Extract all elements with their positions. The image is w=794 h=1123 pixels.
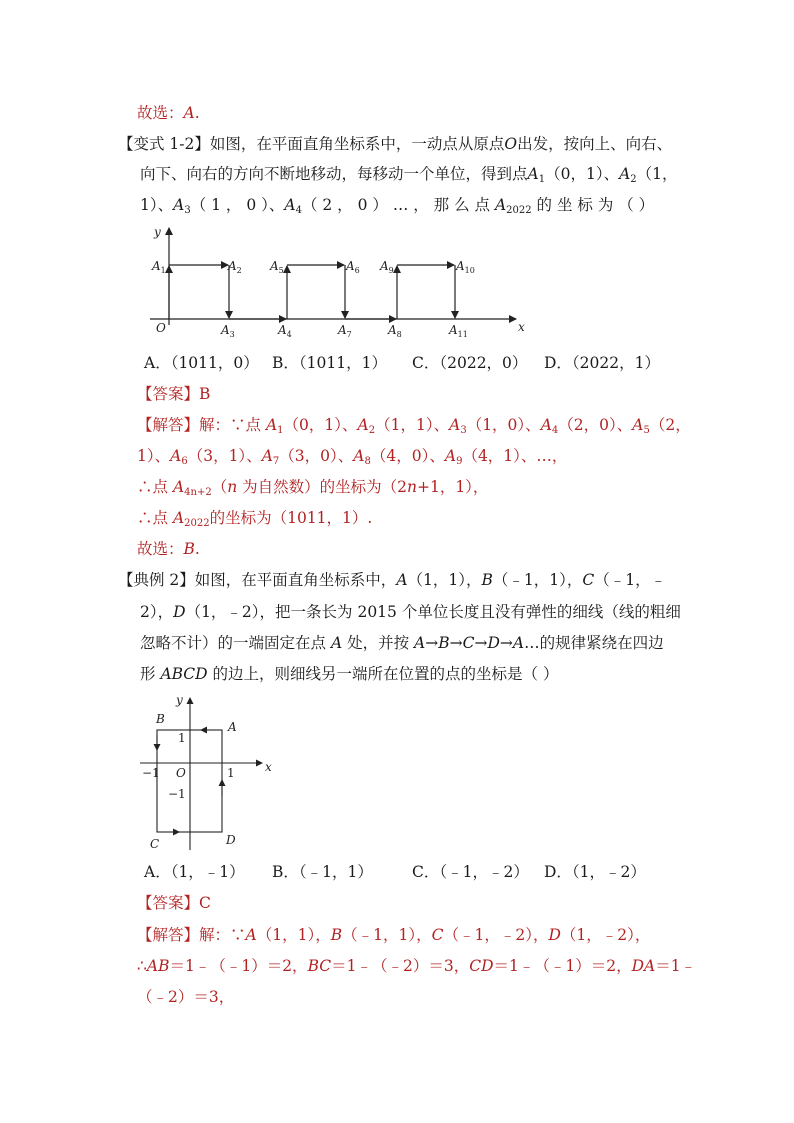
solution-tag: 【解答】 [137, 416, 200, 434]
option-b: B．（1011，1） [272, 354, 387, 372]
pt-sub: 8 [364, 456, 371, 467]
rectangle-diagram [138, 690, 288, 855]
final-suffix: . [194, 540, 200, 558]
solution2-line-2 [137, 956, 696, 976]
final-choice-1 [137, 539, 200, 559]
arrow-glyph: → [474, 634, 488, 652]
pt: A [172, 509, 185, 527]
top-conclusion-prefix: 故选： [137, 104, 184, 122]
label-A11: $A_{11}$ [449, 323, 468, 339]
pt-v: （2， [649, 416, 691, 434]
letter-c: C [462, 634, 475, 652]
example-text: …的规律紧绕在四边 [524, 634, 664, 652]
option-d: D．（1，﹣2） [544, 863, 646, 881]
letter-b: B [481, 571, 493, 589]
label-a: A [228, 720, 237, 734]
pt: A [353, 447, 365, 465]
arrow-glyph: → [449, 634, 463, 652]
example-text: 形 [140, 665, 161, 683]
pt: A [632, 416, 644, 434]
option-a: A．（1，﹣1） [144, 863, 245, 881]
solution-text: ∴点 [137, 509, 173, 527]
example-text: 的边上，则细线另一端所在位置的点的坐标是（ ） [207, 665, 559, 683]
point-label: A [284, 196, 296, 214]
pt-v: （4，1） [462, 447, 521, 465]
pt: A [449, 416, 461, 434]
solution2-line-3 [137, 987, 234, 1007]
var-n: n [406, 478, 417, 496]
pt-v: （1，﹣2）， [560, 926, 651, 944]
pt-v: （1，0） [466, 416, 526, 434]
label-A8: $A_8$ [388, 323, 402, 339]
variant-question-line-3 [140, 195, 654, 215]
point-coord: （0，1）、 [545, 165, 620, 183]
label-A4: $A_4$ [278, 323, 292, 339]
pt: A [172, 478, 185, 496]
point-coord: （1， [636, 165, 678, 183]
x-axis-label: x [518, 320, 525, 334]
pt-v: （0，1） [283, 416, 343, 434]
pt-sub: 3 [460, 425, 467, 436]
point-sub: 2022 [506, 205, 532, 216]
solution-text: ＝1﹣（﹣1）＝2， [493, 957, 632, 975]
solution-text: 的坐标为（1011，1）. [209, 509, 373, 527]
pt-v: （4，0） [370, 447, 430, 465]
answer-tag: 【答案】 [137, 385, 200, 403]
label-A7: $A_7$ [338, 323, 352, 339]
x-axis-label: x [265, 760, 272, 774]
tick-x-1: 1 [227, 766, 235, 780]
label-A5: $A_5$ [270, 259, 284, 275]
letter-b: B [438, 634, 450, 652]
label-A1: $A_1$ [152, 259, 166, 275]
answer-value: B [199, 385, 211, 403]
letter-a: A [330, 634, 343, 652]
origin-label: O [176, 766, 186, 780]
top-conclusion [137, 103, 200, 123]
example-text: 如图，在平面直角坐标系中， [194, 571, 397, 589]
solution-text: +1，1）， [416, 478, 489, 496]
variant-text: 的 坐 标 为 （ ） [531, 196, 655, 214]
example-text: 处，并按 [342, 634, 414, 652]
solution-text: ∴ [137, 957, 147, 975]
example-tag: 【典例 2】 [118, 571, 195, 589]
variant-question-line-2 [140, 164, 678, 184]
label-c: C [150, 837, 160, 851]
solution-text: （﹣2）＝3， [137, 988, 235, 1006]
pt: A [245, 926, 257, 944]
option-b: B．（﹣1，1） [272, 863, 373, 881]
variant-text: 如图，在平面直角坐标系中，一动点从原点 [209, 135, 505, 153]
option-d: D．（2022，1） [544, 354, 660, 372]
label-A10: $A_{10}$ [456, 259, 475, 275]
label-A3: $A_3$ [221, 323, 235, 339]
tick-y-1: 1 [178, 731, 186, 745]
pt: B [330, 926, 343, 944]
solution2-line-1 [137, 925, 650, 945]
variant-text: 出发，按向上、向右、 [517, 135, 673, 153]
option-c: C．（﹣1，﹣2） [412, 863, 529, 881]
point-coord: （ 2 ， 0 ） … ， 那 么 点 [301, 196, 495, 214]
option-c: C．（2022，0） [412, 354, 528, 372]
variant-tag: 【变式 1-2】 [118, 135, 210, 153]
pt: C [431, 926, 444, 944]
pt: A [261, 447, 273, 465]
point-label: A [619, 165, 631, 183]
pt: D [548, 926, 561, 944]
pt-v: （﹣1，﹣2）， [443, 926, 549, 944]
point-label: A [527, 165, 539, 183]
example-text: （1，﹣2），把一条长为 2015 个单位长度且没有弹性的细线（线的粗细 [185, 603, 681, 621]
answer-line-2 [137, 893, 211, 913]
pt-sub: 9 [456, 456, 463, 467]
point-label: A [173, 196, 185, 214]
example2-line-2 [140, 602, 681, 622]
seg-ab: AB [146, 957, 170, 975]
solution-text: （ [211, 478, 228, 496]
letter-d: D [487, 634, 500, 652]
tick-y-neg1: −1 [168, 787, 186, 801]
answer-line-1 [137, 384, 210, 404]
pt-v: （3，1） [187, 447, 247, 465]
point-sub: 2 [630, 174, 637, 185]
solution-line-1: 【解答】解：∵点 $A_1(0$，1）、$A_2(1$，1）、$A_3(1$，0）、$A_4(2$，0）、$A_5(2$， [137, 416, 691, 436]
label-A6: $A_6$ [346, 259, 360, 275]
solution-line-2: 1）、$A_6(3$，1）、$A_7(3$，0）、$A_8(4$，0）、$A_9(4$，1）、…， [137, 447, 568, 467]
solution-text: 1）、 [137, 447, 171, 465]
tick-x-neg1: −1 [142, 766, 160, 780]
y-axis-label: y [154, 225, 161, 239]
point-sub: 3 [184, 205, 191, 216]
example-text: （1，1）， [407, 571, 482, 589]
example-text: 忽略不计）的一端固定在点 [140, 634, 331, 652]
seg-bc: BC [307, 957, 332, 975]
seg-cd: CD [469, 957, 494, 975]
pt-sub: 2022 [184, 518, 210, 529]
variant-text: 向下、向右的方向不断地移动，每移动一个单位，得到点 [140, 165, 528, 183]
label-A9: $A_9$ [380, 259, 394, 275]
top-conclusion-answer: A [183, 104, 195, 122]
pt-sub: 4 [551, 425, 559, 436]
pt-sub: 6 [181, 456, 188, 467]
solution-line-4 [137, 508, 372, 528]
var-n: n [227, 478, 238, 496]
point-sub: 4 [295, 205, 302, 216]
example2-line-3 [140, 633, 664, 653]
answer-tag: 【答案】 [137, 894, 200, 912]
pt-v: （1，1） [375, 416, 434, 434]
pt-v: （1，1）， [256, 926, 331, 944]
letter-c: C [582, 571, 595, 589]
example2-line-1 [118, 570, 666, 590]
letter-a: A [414, 634, 426, 652]
y-axis-label: y [176, 693, 183, 707]
pt: A [540, 416, 552, 434]
point-coord: （ 1 ， 0 ）、 [190, 196, 285, 214]
example-text: （﹣1，﹣ [594, 571, 667, 589]
solution-text: 解：∵点 [199, 416, 266, 434]
variant-question-line-1 [118, 134, 672, 154]
arrow-glyph: → [425, 634, 439, 652]
solution-text: 为自然数）的坐标为（2 [237, 478, 407, 496]
point-sub: 1 [538, 174, 546, 185]
answer-value: C [199, 894, 211, 912]
pt-v: （3，0） [279, 447, 338, 465]
pt-sub: 5 [643, 425, 650, 436]
letter-d: D [173, 603, 186, 621]
pt: A [265, 416, 278, 434]
origin-label: O [156, 321, 166, 335]
solution-tag: 【解答】 [137, 926, 200, 944]
pt-sub: 2 [368, 425, 376, 436]
point-label: A [494, 196, 507, 214]
solution-text: 解：∵ [199, 926, 246, 944]
origin-letter: O [504, 135, 518, 153]
solution-text: ＝1﹣（﹣1）＝2， [169, 957, 308, 975]
option-a: A．（1011，0） [144, 354, 259, 372]
seg-da: DA [631, 957, 656, 975]
example-text: （﹣1，1）， [492, 571, 583, 589]
pt: A [444, 447, 457, 465]
solution-text: ＝1﹣ [655, 957, 697, 975]
pt-v: （2，0） [558, 416, 617, 434]
pt-sub: 7 [272, 456, 280, 467]
example2-line-4 [140, 664, 558, 684]
path-diagram [150, 222, 535, 342]
quad-name: ABCD [160, 665, 208, 683]
pt: A [357, 416, 369, 434]
arrow-glyph: → [499, 634, 513, 652]
final-answer: B [183, 540, 195, 558]
variant-text: 1）、 [140, 196, 174, 214]
top-conclusion-suffix: . [194, 104, 200, 122]
solution-text: ＝1﹣（﹣2）＝3， [331, 957, 470, 975]
pt-v: （﹣1，1）， [342, 926, 432, 944]
pt-sub: 4n+2 [184, 487, 212, 498]
final-prefix: 故选： [137, 540, 184, 558]
letter-a: A [396, 571, 408, 589]
example-text: 2）， [140, 603, 174, 621]
label-b: B [156, 712, 165, 726]
label-A2: $A_2$ [228, 259, 242, 275]
solution-text: 、…， [520, 447, 568, 465]
pt: A [170, 447, 182, 465]
solution-text: ∴点 [137, 478, 173, 496]
pt-sub: 1 [277, 425, 284, 436]
letter-a: A [512, 634, 525, 652]
solution-line-3 [137, 477, 488, 497]
label-d: D [226, 833, 236, 847]
